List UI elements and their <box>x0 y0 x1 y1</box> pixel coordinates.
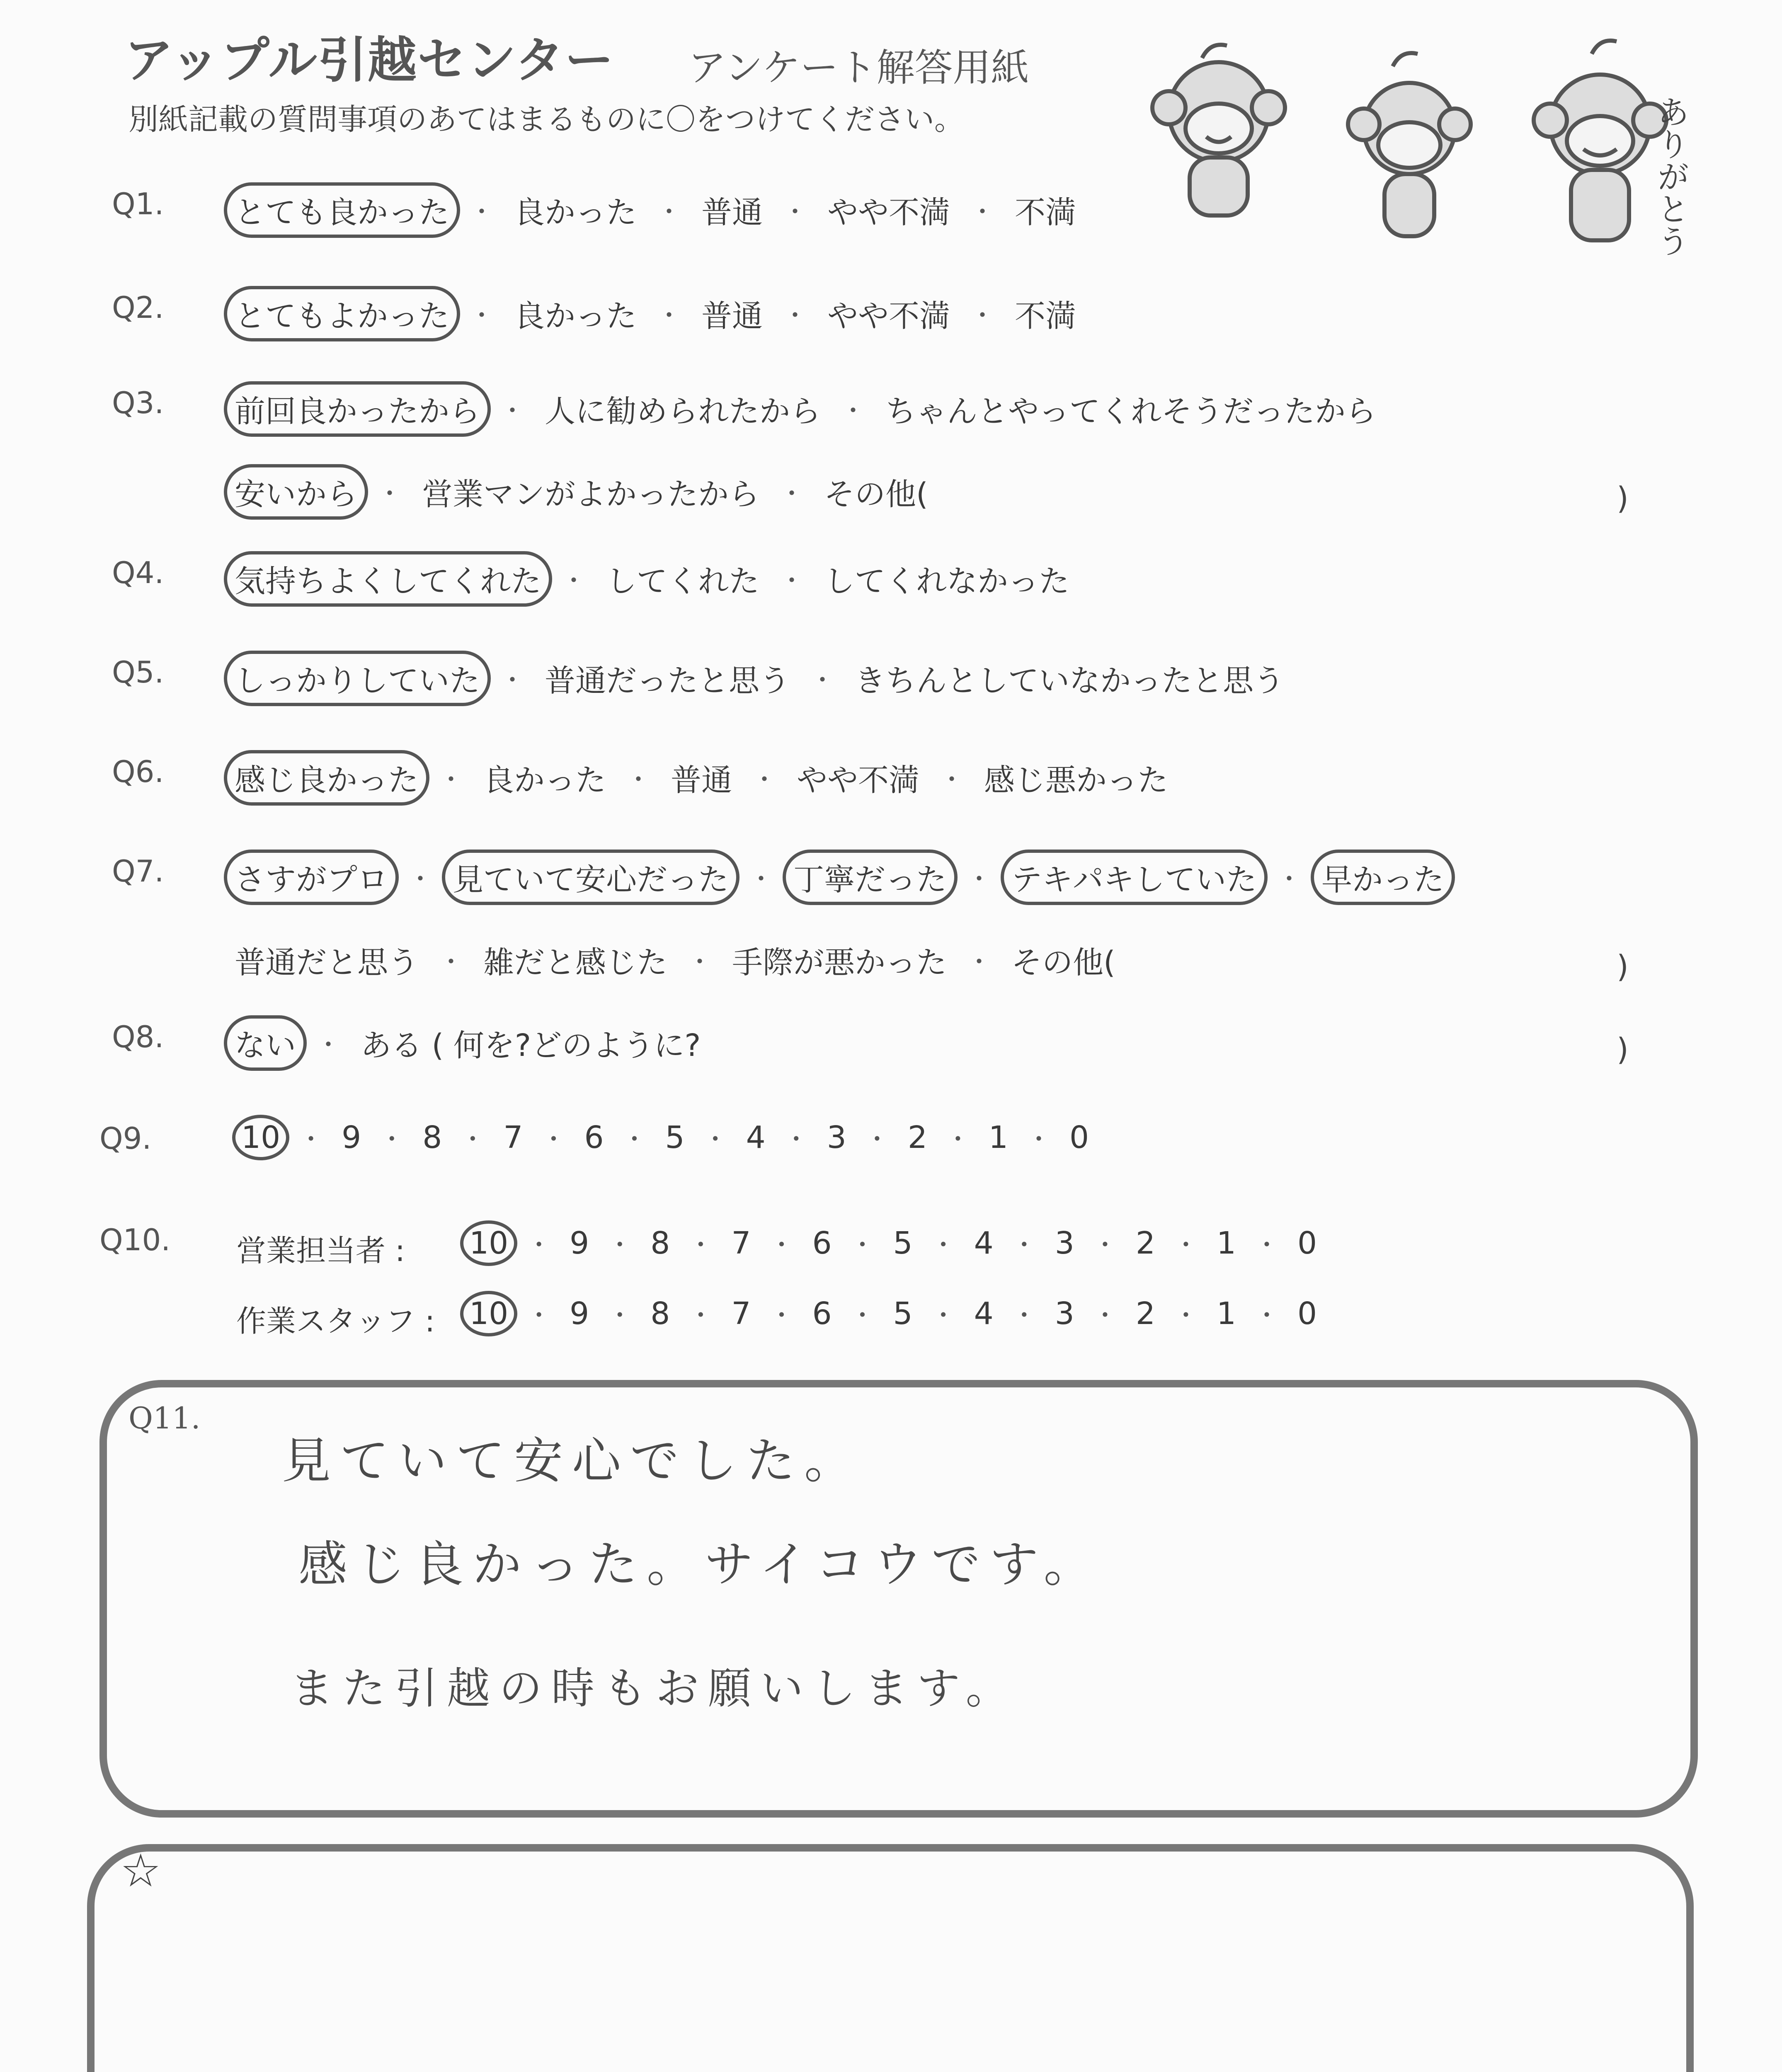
score-option[interactable]: 7 <box>503 1120 523 1155</box>
separator-dot: ・ <box>500 397 525 426</box>
score-option[interactable]: 1 <box>1216 1296 1236 1331</box>
answer-option[interactable]: 不満 <box>1015 298 1076 334</box>
score-option[interactable]: 0 <box>1297 1296 1317 1331</box>
answer-option[interactable]: その他( <box>824 477 928 512</box>
question-label: Q4. <box>112 555 164 590</box>
answer-option[interactable]: 不満 <box>1015 195 1076 230</box>
separator-dot: ・ <box>783 301 807 330</box>
answer-option[interactable]: 普通だと思う <box>235 945 419 980</box>
q10-sales-scale <box>460 1220 1326 1266</box>
separator-dot: ・ <box>1092 1301 1118 1330</box>
score-option[interactable]: 1 <box>1216 1225 1236 1261</box>
q11-label: Q11. <box>128 1401 201 1435</box>
question-label: Q5. <box>112 655 164 690</box>
close-paren: ) <box>1617 1032 1629 1067</box>
close-paren: ) <box>1617 949 1629 985</box>
answer-option[interactable]: その他( <box>1011 945 1115 980</box>
score-option[interactable]: 5 <box>893 1296 913 1331</box>
separator-dot: ・ <box>810 666 835 695</box>
separator-dot: ・ <box>657 301 681 330</box>
q11-comment-line-1: 見ていて安心でした。 <box>282 1432 863 1489</box>
separator-dot: ・ <box>939 765 964 794</box>
separator-dot: ・ <box>687 948 712 977</box>
score-option-selected[interactable]: 10 <box>460 1220 517 1266</box>
score-option[interactable]: 4 <box>746 1120 766 1155</box>
score-option[interactable]: 2 <box>1135 1225 1155 1261</box>
answer-row <box>224 850 1455 905</box>
answer-option-selected[interactable]: とても良かった <box>224 182 460 238</box>
separator-dot: ・ <box>408 865 433 894</box>
separator-dot: ・ <box>439 948 463 977</box>
score-option-selected[interactable]: 10 <box>460 1291 517 1336</box>
company-title: アップル引越センター <box>124 31 615 89</box>
separator-dot: ・ <box>607 1231 633 1260</box>
answer-option[interactable]: 雑だと感じた <box>483 945 667 980</box>
separator-dot: ・ <box>541 1125 566 1154</box>
monkey-2-icon <box>1348 53 1471 236</box>
answer-option[interactable]: 普通 <box>701 195 763 230</box>
q11-comment-line-2: 感じ良かった。サイコウです。 <box>298 1536 1102 1593</box>
answer-option-selected[interactable]: 見ていて安心だった <box>442 850 739 905</box>
separator-dot: ・ <box>526 1301 552 1330</box>
answer-option[interactable]: ちゃんとやってくれそうだったから <box>885 394 1376 429</box>
answer-option[interactable]: 良かった <box>483 762 606 798</box>
separator-dot: ・ <box>752 765 777 794</box>
question-label: Q3. <box>112 385 164 420</box>
q9-label: Q9. <box>99 1121 152 1156</box>
thank-you-text: ありがとう <box>1652 95 1689 257</box>
q10-label: Q10. <box>99 1222 171 1257</box>
separator-dot: ・ <box>561 566 586 595</box>
separator-dot: ・ <box>769 1301 794 1330</box>
answer-option-selected[interactable]: 感じ良かった <box>224 750 429 806</box>
answer-option[interactable]: 人に勧められたから <box>545 394 821 429</box>
separator-dot: ・ <box>688 1231 713 1260</box>
separator-dot: ・ <box>841 397 866 426</box>
answer-option[interactable]: してくれなかった <box>824 564 1069 599</box>
separator-dot: ・ <box>783 198 807 227</box>
separator-dot: ・ <box>298 1125 324 1154</box>
score-option[interactable]: 1 <box>988 1120 1009 1155</box>
separator-dot: ・ <box>460 1125 485 1154</box>
separator-dot: ・ <box>688 1301 713 1330</box>
separator-dot: ・ <box>864 1125 890 1154</box>
score-option[interactable]: 4 <box>974 1296 994 1331</box>
question-label: Q8. <box>112 1019 164 1054</box>
score-option[interactable]: 7 <box>731 1296 751 1331</box>
separator-dot: ・ <box>1173 1231 1198 1260</box>
separator-dot: ・ <box>970 301 995 330</box>
separator-dot: ・ <box>439 765 463 794</box>
answer-option-selected[interactable]: 丁寧だった <box>783 850 958 905</box>
score-option[interactable]: 0 <box>1297 1225 1317 1261</box>
separator-dot: ・ <box>931 1231 956 1260</box>
answer-row <box>224 286 1087 341</box>
answer-option[interactable]: 手際が悪かった <box>732 945 947 980</box>
answer-row <box>224 182 1087 238</box>
q10-staff-scale <box>460 1291 1326 1336</box>
separator-dot: ・ <box>622 1125 647 1154</box>
answer-option[interactable]: 普通だったと思う <box>545 663 790 699</box>
answer-row <box>224 932 1126 988</box>
separator-dot: ・ <box>970 198 995 227</box>
question-label: Q7. <box>112 854 164 888</box>
score-option[interactable]: 4 <box>974 1225 994 1261</box>
separator-dot: ・ <box>657 198 681 227</box>
score-option[interactable]: 6 <box>584 1120 604 1155</box>
separator-dot: ・ <box>779 479 804 508</box>
separator-dot: ・ <box>500 666 525 695</box>
separator-dot: ・ <box>526 1231 552 1260</box>
answer-option[interactable]: 普通 <box>701 298 763 334</box>
separator-dot: ・ <box>1173 1301 1198 1330</box>
answer-row <box>224 381 1387 437</box>
separator-dot: ・ <box>1277 865 1302 894</box>
separator-dot: ・ <box>377 479 402 508</box>
separator-dot: ・ <box>945 1125 970 1154</box>
separator-dot: ・ <box>931 1301 956 1330</box>
question-label: Q1. <box>112 186 164 221</box>
close-paren: ) <box>1617 481 1629 516</box>
answer-row <box>224 464 939 520</box>
answer-option[interactable]: 感じ悪かった <box>984 762 1168 798</box>
q9-scale <box>232 1115 1098 1160</box>
answer-row <box>224 651 1295 706</box>
star-icon: ☆ <box>120 1844 161 1897</box>
answer-option-selected[interactable]: 気持ちよくしてくれた <box>224 551 552 607</box>
score-option[interactable]: 5 <box>665 1120 685 1155</box>
separator-dot: ・ <box>749 865 773 894</box>
answer-option[interactable]: 普通 <box>671 762 732 798</box>
score-option-selected[interactable]: 10 <box>232 1115 289 1160</box>
question-label: Q6. <box>112 754 164 789</box>
separator-dot: ・ <box>703 1125 728 1154</box>
answer-option-selected[interactable]: さすがプロ <box>224 850 399 905</box>
answer-option[interactable]: きちんとしていなかったと思う <box>855 663 1284 699</box>
q10-sales-label: 営業担当者 : <box>236 1233 405 1268</box>
score-option[interactable]: 9 <box>570 1225 589 1261</box>
separator-dot: ・ <box>469 301 494 330</box>
question-label: Q2. <box>112 290 164 325</box>
answer-option[interactable]: してくれた <box>606 564 759 599</box>
monkey-mascots-illustration <box>1144 33 1708 265</box>
separator-dot: ・ <box>626 765 651 794</box>
answer-option-selected[interactable]: 安いから <box>224 464 368 520</box>
answer-option-selected[interactable]: しっかりしていた <box>224 651 491 706</box>
answer-row <box>224 750 1179 806</box>
separator-dot: ・ <box>469 198 494 227</box>
q10-staff-label: 作業スタッフ : <box>236 1304 435 1339</box>
separator-dot: ・ <box>850 1301 875 1330</box>
score-option[interactable]: 8 <box>422 1120 442 1155</box>
answer-option[interactable]: 良かった <box>514 298 637 334</box>
score-option[interactable]: 6 <box>812 1225 832 1261</box>
answer-option[interactable]: やや不満 <box>827 298 950 334</box>
answer-option[interactable]: 良かった <box>514 195 637 230</box>
score-option[interactable]: 9 <box>342 1120 361 1155</box>
separator-dot: ・ <box>850 1231 875 1260</box>
score-option[interactable]: 0 <box>1069 1120 1089 1155</box>
separator-dot: ・ <box>1254 1231 1280 1260</box>
separator-dot: ・ <box>1011 1301 1037 1330</box>
score-option[interactable]: 3 <box>827 1120 846 1155</box>
score-option[interactable]: 2 <box>907 1120 927 1155</box>
score-option[interactable]: 8 <box>650 1225 670 1261</box>
separator-dot: ・ <box>379 1125 405 1154</box>
separator-dot: ・ <box>1254 1301 1280 1330</box>
score-option[interactable]: 9 <box>570 1296 589 1331</box>
score-option[interactable]: 6 <box>812 1296 832 1331</box>
answer-option-selected[interactable]: 前回良かったから <box>224 381 491 437</box>
separator-dot: ・ <box>967 865 992 894</box>
separator-dot: ・ <box>769 1231 794 1260</box>
score-option[interactable]: 8 <box>650 1296 670 1331</box>
separator-dot: ・ <box>1011 1231 1037 1260</box>
monkey-3-icon <box>1534 41 1666 240</box>
score-option[interactable]: 3 <box>1055 1225 1074 1261</box>
separator-dot: ・ <box>1092 1231 1118 1260</box>
answer-option[interactable]: ある ( 何を?どのように? <box>361 1028 701 1063</box>
answer-option-selected[interactable]: ない <box>224 1015 307 1071</box>
separator-dot: ・ <box>783 1125 809 1154</box>
star-comment-box[interactable] <box>87 1844 1694 2072</box>
score-option[interactable]: 7 <box>731 1225 751 1261</box>
form-subtitle: アンケート解答用紙 <box>688 46 1029 90</box>
monkey-1-icon <box>1152 45 1285 215</box>
score-option[interactable]: 2 <box>1135 1296 1155 1331</box>
separator-dot: ・ <box>1026 1125 1052 1154</box>
instruction-text: 別紙記載の質問事項のあてはまるものに〇をつけてください。 <box>128 102 965 137</box>
answer-row <box>224 551 1080 607</box>
answer-option[interactable]: 営業マンがよかったから <box>422 477 759 512</box>
separator-dot: ・ <box>779 566 804 595</box>
answer-row <box>224 1015 711 1071</box>
score-option[interactable]: 3 <box>1055 1296 1074 1331</box>
separator-dot: ・ <box>316 1031 341 1060</box>
q11-comment-line-3: また引越の時もお願いします。 <box>290 1663 1018 1714</box>
answer-option[interactable]: やや不満 <box>827 195 950 230</box>
answer-option[interactable]: やや不満 <box>797 762 919 798</box>
separator-dot: ・ <box>607 1301 633 1330</box>
answer-option-selected[interactable]: テキパキしていた <box>1001 850 1268 905</box>
answer-option-selected[interactable]: 早かった <box>1311 850 1455 905</box>
score-option[interactable]: 5 <box>893 1225 913 1261</box>
separator-dot: ・ <box>967 948 992 977</box>
answer-option-selected[interactable]: とてもよかった <box>224 286 460 341</box>
